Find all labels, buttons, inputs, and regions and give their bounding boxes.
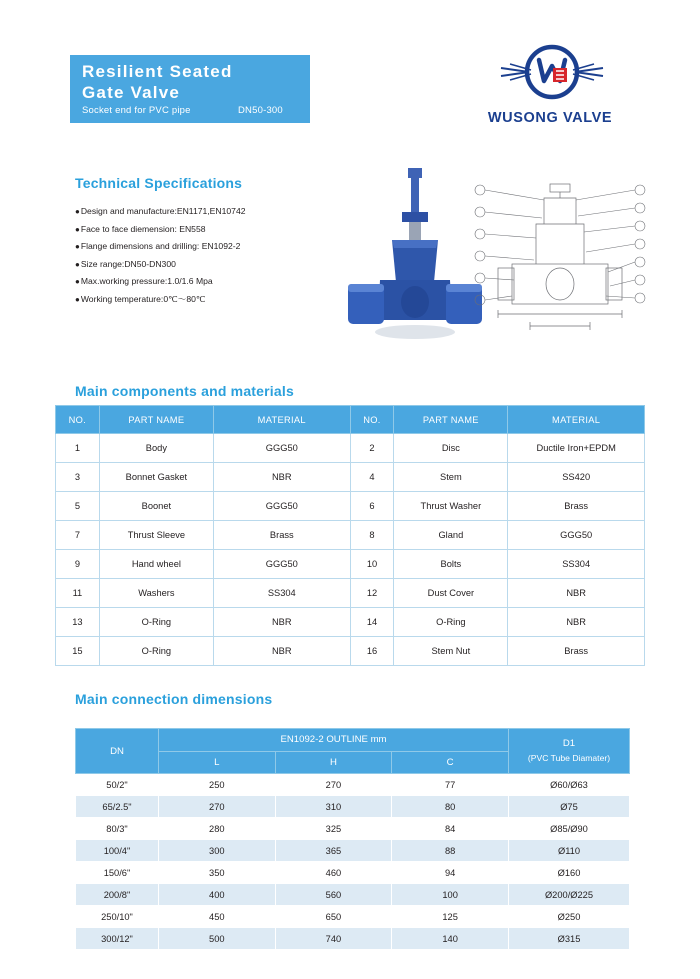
cell-no: 1: [56, 434, 100, 463]
cell-l: 300: [159, 840, 276, 862]
cell-no: 14: [350, 608, 394, 637]
cell-h: 365: [275, 840, 392, 862]
dim-header-row-1: [76, 729, 630, 752]
table-row: [56, 434, 645, 463]
table-row: [56, 550, 645, 579]
cell-c: 125: [392, 906, 509, 928]
cell-d1: Ø110: [509, 840, 630, 862]
col-header-d1-line1: D1: [562, 737, 576, 749]
table-row: [56, 463, 645, 492]
tech-spec-item: [75, 256, 355, 274]
cell-part: O-Ring: [99, 608, 213, 637]
cell-c: 80: [392, 796, 509, 818]
cell-dn: 80/3": [76, 818, 159, 840]
cell-no: 2: [350, 434, 394, 463]
tech-spec-item-text: Design and manufacture:EN1171,EN10742: [80, 206, 246, 216]
cell-no: 5: [56, 492, 100, 521]
cell-part: Dust Cover: [394, 579, 508, 608]
cell-l: 400: [159, 884, 276, 906]
page-title-line1: Resilient Seated: [82, 62, 233, 81]
cell-d1: Ø315: [509, 928, 630, 950]
cell-no: 11: [56, 579, 100, 608]
cell-material: GGG50: [213, 434, 350, 463]
cell-l: 350: [159, 862, 276, 884]
cell-l: 500: [159, 928, 276, 950]
bullet-icon: ●: [75, 294, 80, 304]
cell-no: 4: [350, 463, 394, 492]
table-row: [76, 862, 630, 884]
tech-spec-item-text: Flange dimensions and drilling: EN1092-2: [80, 241, 241, 251]
col-header-material-2: MATERIAL: [508, 406, 645, 434]
tech-spec-item: [75, 238, 355, 256]
table-row: [76, 840, 630, 862]
cell-l: 280: [159, 818, 276, 840]
cell-material: GGG50: [213, 492, 350, 521]
main-components-heading: Main components and materials: [75, 383, 294, 399]
cell-h: 650: [275, 906, 392, 928]
cell-no: 3: [56, 463, 100, 492]
cell-part: Body: [99, 434, 213, 463]
cell-dn: 65/2.5": [76, 796, 159, 818]
page-header: [0, 0, 700, 160]
cell-no: 10: [350, 550, 394, 579]
page-subtitle: Socket end for PVC pipe: [82, 105, 191, 116]
exploded-assembly-drawing: [470, 168, 650, 343]
cell-part: Boonet: [99, 492, 213, 521]
cell-h: 460: [275, 862, 392, 884]
tech-spec-item-text: Max.working pressure:1.0/1.6 Mpa: [80, 276, 213, 286]
tech-spec-item: [75, 203, 355, 221]
col-header-part-name: PART NAME: [99, 406, 213, 434]
product-photo-gate-valve: [340, 160, 490, 355]
cell-part: O-Ring: [99, 637, 213, 666]
cell-material: SS304: [213, 579, 350, 608]
cell-material: SS420: [508, 463, 645, 492]
cell-l: 270: [159, 796, 276, 818]
cell-d1: Ø60/Ø63: [509, 774, 630, 796]
cell-part: Stem: [394, 463, 508, 492]
cell-h: 270: [275, 774, 392, 796]
cell-c: 94: [392, 862, 509, 884]
cell-l: 250: [159, 774, 276, 796]
tech-spec-item-text: Working temperature:0℃～80℃: [80, 293, 206, 304]
cell-no: 8: [350, 521, 394, 550]
cell-c: 140: [392, 928, 509, 950]
bullet-icon: ●: [75, 259, 80, 269]
table-row: [76, 884, 630, 906]
col-header-h: H: [275, 751, 392, 774]
components-table: [55, 405, 645, 666]
cell-d1: Ø160: [509, 862, 630, 884]
cell-part: Bonnet Gasket: [99, 463, 213, 492]
table-row: [56, 637, 645, 666]
cell-material: SS304: [508, 550, 645, 579]
cell-part: Stem Nut: [394, 637, 508, 666]
bullet-icon: ●: [75, 277, 80, 286]
col-header-c: C: [392, 751, 509, 774]
cell-d1: Ø75: [509, 796, 630, 818]
brand-name: WUSONG VALVE: [487, 110, 613, 126]
cell-part: Washers: [99, 579, 213, 608]
cell-l: 450: [159, 906, 276, 928]
cell-part: Thrust Washer: [394, 492, 508, 521]
cell-material: NBR: [213, 608, 350, 637]
cell-c: 88: [392, 840, 509, 862]
wusong-logo-icon: [500, 42, 604, 108]
cell-h: 560: [275, 884, 392, 906]
cell-dn: 200/8": [76, 884, 159, 906]
col-header-no: NO.: [56, 406, 100, 434]
bullet-icon: ●: [75, 224, 80, 234]
main-dimensions-heading: Main connection dimensions: [75, 691, 273, 707]
col-header-outline-group: EN1092-2 OUTLINE mm: [159, 729, 509, 752]
title-block: [70, 55, 310, 123]
tech-spec-list: [75, 203, 355, 308]
cell-no: 6: [350, 492, 394, 521]
page-title-line2: Gate Valve: [82, 83, 181, 102]
table-row: [76, 818, 630, 840]
cell-no: 13: [56, 608, 100, 637]
page-title: [82, 61, 312, 103]
cell-h: 310: [275, 796, 392, 818]
dimensions-table: [75, 728, 630, 950]
cell-part: Thrust Sleeve: [99, 521, 213, 550]
tech-spec-item: [75, 291, 355, 309]
table-header-row: [56, 406, 645, 434]
cell-c: 100: [392, 884, 509, 906]
cell-c: 84: [392, 818, 509, 840]
cell-h: 325: [275, 818, 392, 840]
cell-material: NBR: [213, 463, 350, 492]
cell-part: Gland: [394, 521, 508, 550]
cell-no: 16: [350, 637, 394, 666]
col-header-l: L: [159, 751, 276, 774]
col-header-d1: [509, 729, 630, 774]
tech-spec-heading: Technical Specifications: [75, 175, 243, 191]
table-row: [76, 774, 630, 796]
cell-material: Brass: [508, 492, 645, 521]
cell-d1: Ø85/Ø90: [509, 818, 630, 840]
cell-part: O-Ring: [394, 608, 508, 637]
table-row: [76, 928, 630, 950]
col-header-part-name-2: PART NAME: [394, 406, 508, 434]
cell-no: 9: [56, 550, 100, 579]
cell-dn: 150/6": [76, 862, 159, 884]
col-header-dn: DN: [76, 729, 159, 774]
cell-part: Bolts: [394, 550, 508, 579]
cell-dn: 250/10": [76, 906, 159, 928]
col-header-material: MATERIAL: [213, 406, 350, 434]
tech-spec-item-text: Size range:DN50-DN300: [80, 258, 176, 269]
cell-d1: Ø200/Ø225: [509, 884, 630, 906]
cell-material: Brass: [508, 637, 645, 666]
tech-spec-item-text: Face to face diemension: EN558: [80, 223, 206, 234]
size-range-label: DN50-300: [238, 105, 283, 116]
cell-part: Hand wheel: [99, 550, 213, 579]
cell-material: NBR: [508, 608, 645, 637]
cell-no: 15: [56, 637, 100, 666]
tech-spec-item: [75, 221, 355, 239]
col-header-d1-line2: (PVC Tube Diamater): [527, 752, 611, 763]
cell-dn: 100/4": [76, 840, 159, 862]
table-row: [56, 521, 645, 550]
cell-material: GGG50: [508, 521, 645, 550]
cell-material: NBR: [508, 579, 645, 608]
table-row: [76, 796, 630, 818]
bullet-icon: ●: [75, 242, 80, 251]
table-row: [56, 608, 645, 637]
cell-no: 7: [56, 521, 100, 550]
cell-material: GGG50: [213, 550, 350, 579]
bullet-icon: ●: [75, 207, 80, 216]
cell-no: 12: [350, 579, 394, 608]
table-row: [56, 579, 645, 608]
cell-c: 77: [392, 774, 509, 796]
table-row: [76, 906, 630, 928]
cell-dn: 300/12": [76, 928, 159, 950]
cell-material: Brass: [213, 521, 350, 550]
brand-logo: [455, 42, 645, 142]
cell-dn: 50/2": [76, 774, 159, 796]
cell-part: Disc: [394, 434, 508, 463]
col-header-no-2: NO.: [350, 406, 394, 434]
cell-material: NBR: [213, 637, 350, 666]
cell-h: 740: [275, 928, 392, 950]
tech-spec-item: [75, 273, 355, 291]
cell-material: Ductile Iron+EPDM: [508, 434, 645, 463]
table-row: [56, 492, 645, 521]
cell-d1: Ø250: [509, 906, 630, 928]
